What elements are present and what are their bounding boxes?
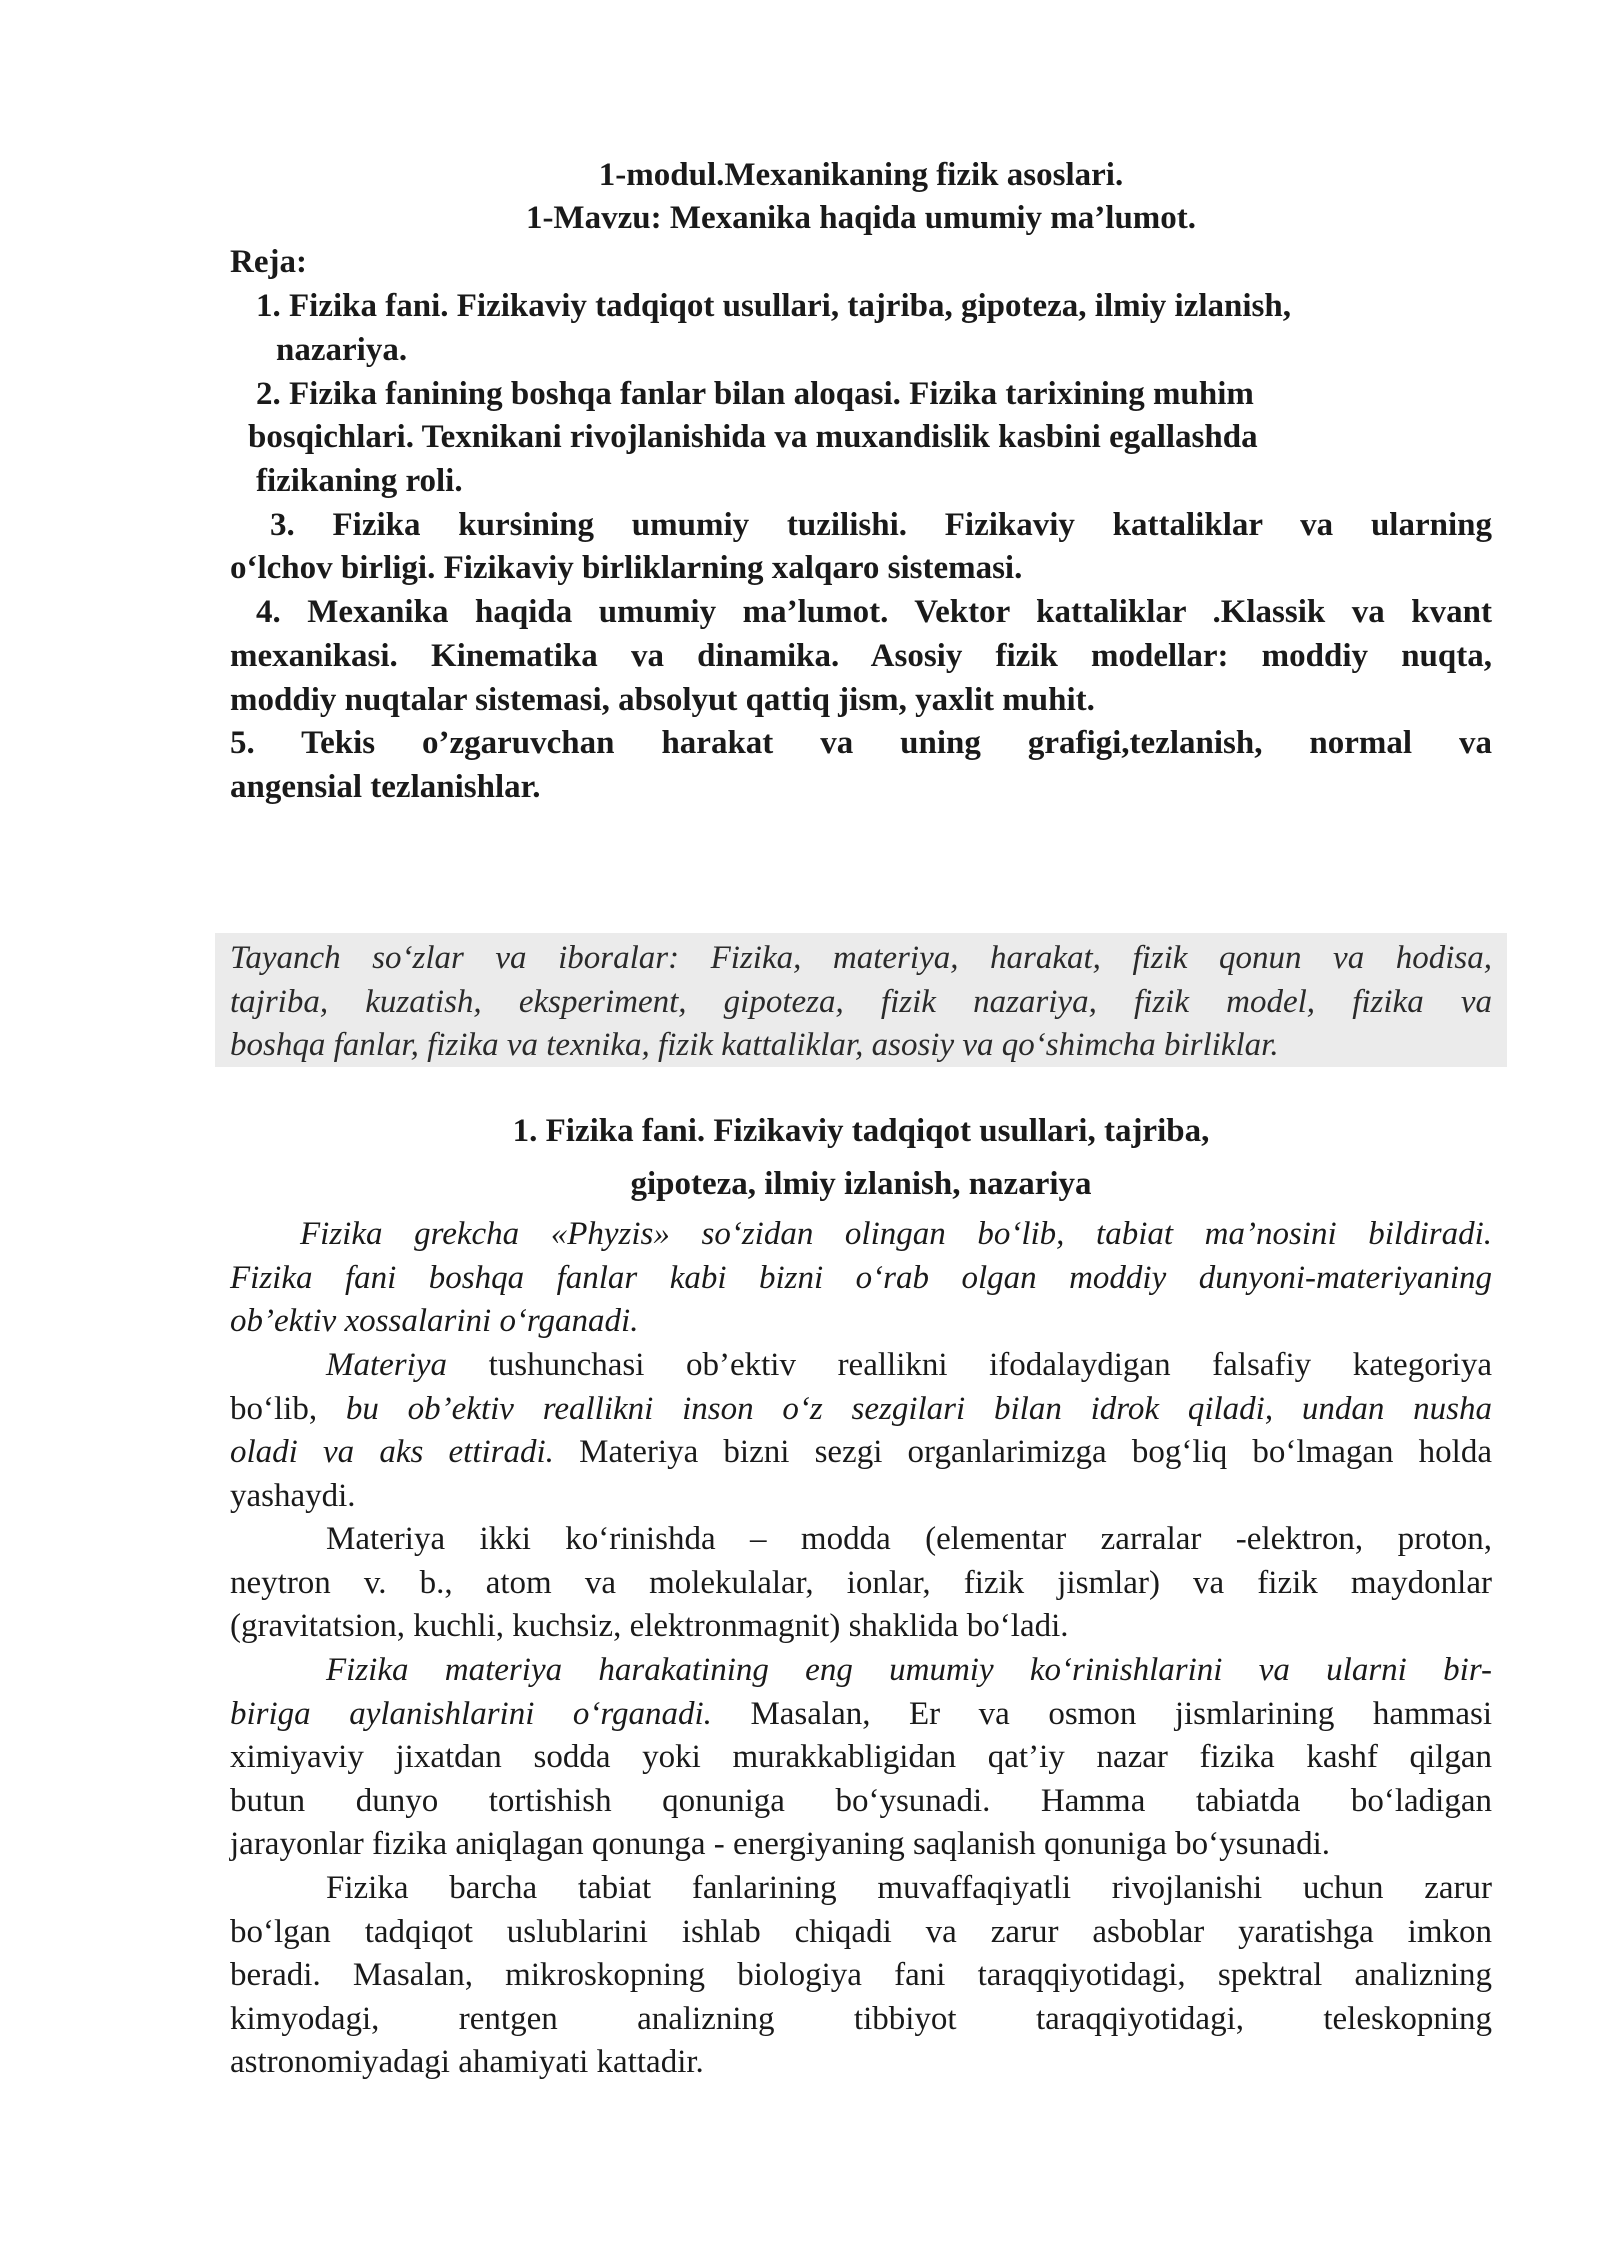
inline-italic: bu ob’ektiv reallikni inson o‘z sezgilari bilan idrok qiladi, undan nusha	[345, 1390, 1493, 1427]
paragraph-line: Fizika fani boshqa fanlar kabi bizni o‘rab olgan moddiy dunyoni-materiyaning	[230, 1259, 1492, 1296]
plan-line-9: mexanikasi. Kinematika va dinamika. Asosiy fizik modellar: moddiy nuqta,	[230, 638, 1492, 674]
inline-text: Masalan, Er va osmon jismlarining hammasi	[711, 1695, 1492, 1732]
inline-text: bo‘lib,	[230, 1390, 346, 1427]
paragraph-1	[230, 1213, 1492, 1344]
inline-italic: oladi va aks ettiradi.	[230, 1434, 554, 1470]
paragraph-line: Fizika materiya harakatining eng umumiy ko‘rinishlarini va ularni bir-	[326, 1652, 1492, 1688]
keywords-line: Tayanch so‘zlar va iboralar: Fizika, materiya, harakat, fizik qonun va hodisa,	[230, 940, 1492, 976]
paragraph-line: ob’ektiv xossalarini o‘rganadi.	[230, 1303, 639, 1339]
module-title: 1-modul.Mexanikaning fizik asoslari.	[598, 157, 1124, 193]
plan-line-1: 1. Fizika fani. Fizikaviy tadqiqot usullari, tajriba, gipoteza, ilmiy izlanish,	[256, 288, 1291, 324]
paragraph-line: Fizika barcha tabiat fanlarining muvaffaqiyatli rivojlanishi uchun zarur	[326, 1870, 1492, 1906]
paragraph-line: ximiyaviy jixatdan sodda yoki murakkabligidan qat’iy nazar fizika kashf qilgan	[230, 1739, 1492, 1775]
paragraph-line	[230, 1693, 1492, 1737]
paragraph-line: jarayonlar fizika aniqlagan qonunga - energiyaning saqlanish qonuniga bo‘ysunadi.	[230, 1826, 1330, 1862]
plan-line-2: nazariya.	[276, 332, 408, 368]
paragraph-line: Materiya ikki ko‘rinishda – modda (elementar zarralar -elektron, proton,	[326, 1521, 1492, 1557]
paragraph-3	[230, 1518, 1492, 1649]
paragraph-line	[230, 1388, 1492, 1432]
plan-line-8: 4. Mexanika haqida umumiy ma’lumot. Vektor kattaliklar .Klassik va kvant	[256, 594, 1492, 630]
paragraph-line: yashaydi.	[230, 1477, 356, 1514]
paragraph-2	[230, 1344, 1492, 1518]
keywords-line: boshqa fanlar, fizika va texnika, fizik kattaliklar, asosiy va qo‘shimcha birliklar.	[230, 1027, 1279, 1063]
paragraph-4	[230, 1649, 1492, 1867]
section-heading-line-1: 1. Fizika fani. Fizikaviy tadqiqot usullari, tajriba,	[512, 1113, 1210, 1149]
plan-line-10: moddiy nuqtalar sistemasi, absolyut qattiq jism, yaxlit muhit.	[230, 682, 1095, 718]
paragraph-line	[230, 1431, 1492, 1475]
paragraph-line: neytron v. b., atom va molekulalar, ionlar, fizik jismlar) va fizik maydonlar	[230, 1564, 1492, 1601]
paragraph-line: bo‘lgan tadqiqot uslublarini ishlab chiqadi va zarur asboblar yaratishga imkon	[230, 1913, 1492, 1950]
paragraph-line	[230, 1344, 1492, 1388]
paragraph-5	[230, 1867, 1492, 2085]
keywords-line: tajriba, kuzatish, eksperiment, gipoteza, fizik nazariya, fizik model, fizika va	[230, 983, 1492, 1020]
inline-italic: Materiya	[326, 1347, 447, 1383]
plan-line-6: 3. Fizika kursining umumiy tuzilishi. Fizikaviy kattaliklar va ularning	[270, 507, 1492, 543]
paragraph-line: butun dunyo tortishish qonuniga bo‘ysunadi. Hamma tabiatda bo‘ladigan	[230, 1782, 1492, 1819]
section-heading-line-2: gipoteza, ilmiy izlanish, nazariya	[630, 1166, 1092, 1202]
paragraph-line: Fizika grekcha «Phyzis» so‘zidan olingan bo‘lib, tabiat ma’nosini bildiradi.	[300, 1216, 1492, 1252]
plan-line-7: o‘lchov birligi. Fizikaviy birliklarning xalqaro sistemasi.	[230, 550, 1023, 586]
paragraph-line: kimyodagi, rentgen analizning tibbiyot taraqqiyotidagi, teleskopning	[230, 2000, 1492, 2037]
inline-text: tushunchasi ob’ektiv reallikni ifodalaydigan falsafiy kategoriya	[446, 1347, 1492, 1383]
paragraph-line: (gravitatsion, kuchli, kuchsiz, elektronmagnit) shaklida bo‘ladi.	[230, 1608, 1069, 1644]
inline-text: Materiya bizni sezgi organlarimizga bog‘liq bo‘lmagan holda	[553, 1434, 1492, 1470]
plan-line-5: fizikaning roli.	[256, 463, 463, 499]
plan-line-3: 2. Fizika fanining boshqa fanlar bilan aloqasi. Fizika tarixining muhim	[256, 376, 1254, 412]
plan-line-12: angensial tezlanishlar.	[230, 769, 541, 805]
paragraph-line: astronomiyadagi ahamiyati kattadir.	[230, 2044, 704, 2080]
paragraph-line: beradi. Masalan, mikroskopning biologiya fani taraqqiyotidagi, spektral analizning	[230, 1957, 1492, 1993]
keywords-text	[230, 937, 1492, 1068]
inline-italic: biriga aylanishlarini o‘rganadi.	[230, 1695, 712, 1732]
plan-label: Reja:	[230, 244, 307, 280]
topic-title: 1-Mavzu: Mexanika haqida umumiy ma’lumot.	[525, 200, 1197, 236]
plan-line-11: 5. Tekis o’zgaruvchan harakat va uning grafigi,tezlanish, normal va	[230, 725, 1492, 761]
plan-line-4: bosqichlari. Texnikani rivojlanishida va muxandislik kasbini egallashda	[248, 419, 1258, 455]
